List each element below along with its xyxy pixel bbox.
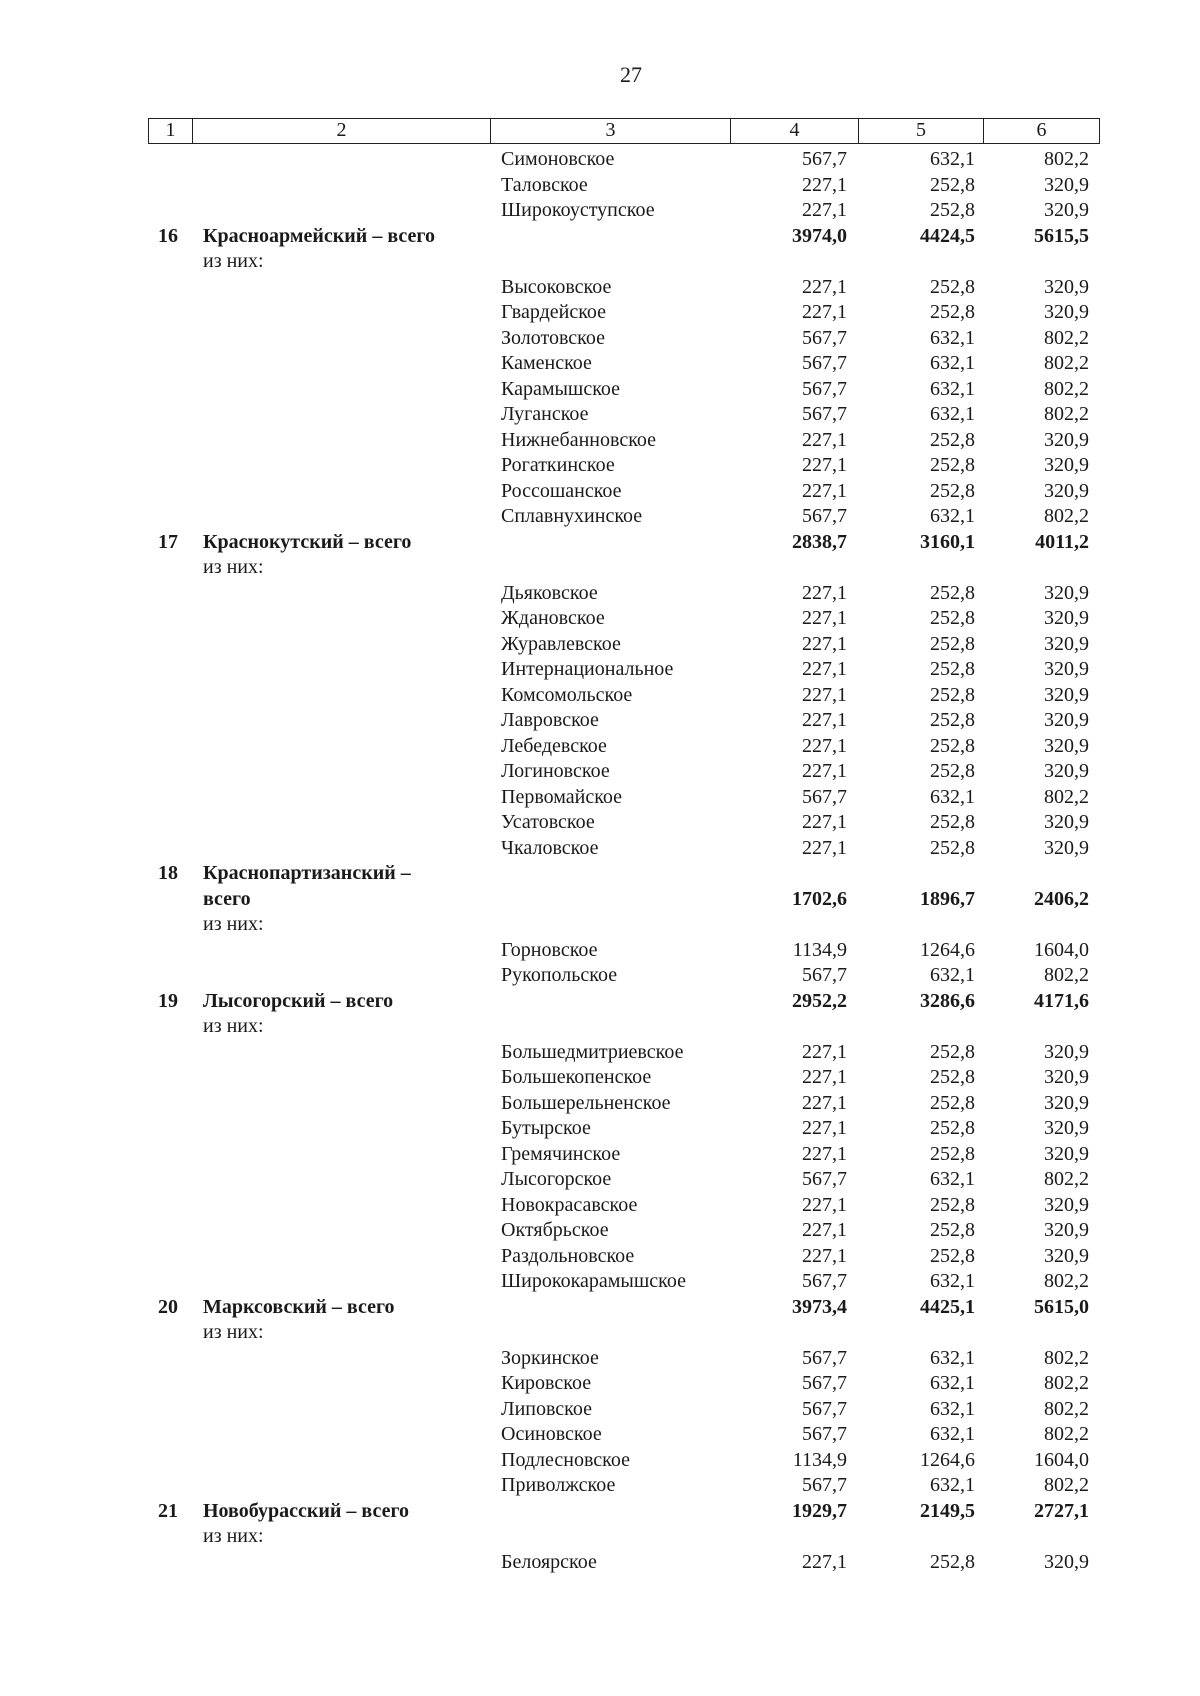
table-row-settlement	[0, 1142, 1200, 1168]
value-col-5: 2149,5	[920, 1499, 975, 1522]
value-col-4: 2952,2	[792, 989, 847, 1012]
table-row-settlement	[0, 708, 1200, 734]
table-row-settlement	[0, 198, 1200, 224]
table-header	[148, 118, 1100, 144]
value-col-5: 632,1	[930, 505, 975, 527]
district-name: Новобурасский – всего	[203, 1499, 410, 1522]
value-col-5: 252,8	[930, 836, 975, 859]
table-row-settlement	[0, 1091, 1200, 1117]
value-col-6: 320,9	[1044, 301, 1089, 323]
value-col-5: 632,1	[930, 1346, 975, 1369]
settlement-name: Логиновское	[501, 760, 610, 782]
value-col-5: 252,8	[930, 734, 975, 757]
table-row-settlement	[0, 1040, 1200, 1066]
value-col-4: 227,1	[802, 1550, 847, 1573]
settlement-name: Ширококарамышское	[501, 1270, 686, 1292]
settlement-name: Октябрьское	[501, 1219, 609, 1241]
district-name: Марксовский – всего	[203, 1295, 395, 1318]
value-col-6: 4171,6	[1034, 989, 1089, 1012]
value-col-4: 227,1	[802, 607, 847, 629]
settlement-name: Белоярское	[501, 1550, 597, 1573]
value-col-6: 5615,0	[1034, 1295, 1089, 1318]
settlement-name: Усатовское	[501, 811, 595, 833]
value-col-4: 567,7	[802, 403, 847, 425]
table-row-settlement	[0, 683, 1200, 709]
settlement-name: Симоновское	[501, 148, 615, 170]
value-col-5: 3160,1	[920, 530, 975, 553]
settlement-name: Дьяковское	[501, 581, 598, 604]
settlement-name: Бутырское	[501, 1117, 591, 1139]
value-col-4: 227,1	[802, 1142, 847, 1165]
subheading-label: из них:	[203, 1321, 264, 1343]
value-col-5: 252,8	[930, 1040, 975, 1063]
value-col-6: 320,9	[1044, 1091, 1089, 1114]
value-col-5: 1264,6	[920, 1448, 975, 1471]
value-col-6: 320,9	[1044, 1219, 1089, 1241]
settlement-name: Горновское	[501, 938, 598, 961]
value-col-6: 802,2	[1044, 326, 1089, 349]
table-row-settlement	[0, 632, 1200, 658]
settlement-name: Таловское	[501, 173, 588, 196]
value-col-4: 567,7	[802, 352, 847, 374]
value-col-6: 320,9	[1044, 632, 1089, 655]
value-col-4: 227,1	[802, 173, 847, 196]
table-row-settlement	[0, 785, 1200, 811]
value-col-6: 802,2	[1044, 1423, 1089, 1445]
table-row-subheading	[0, 1320, 1200, 1346]
value-col-4: 1702,6	[792, 887, 847, 910]
header-cell-4: 4	[731, 119, 859, 143]
value-col-4: 227,1	[802, 1244, 847, 1267]
settlement-name: Новокрасавское	[501, 1193, 638, 1216]
table-row-subheading	[0, 1014, 1200, 1040]
settlement-name: Россошанское	[501, 479, 622, 502]
table-row-district	[0, 887, 1200, 913]
value-col-5: 252,8	[930, 658, 975, 680]
district-name: Краснопартизанский –	[203, 862, 411, 884]
table-row-settlement	[0, 1193, 1200, 1219]
settlement-name: Большерельненское	[501, 1091, 671, 1114]
value-col-6: 2406,2	[1034, 887, 1089, 910]
value-col-5: 3286,6	[920, 989, 975, 1012]
value-col-4: 227,1	[802, 581, 847, 604]
value-col-6: 5615,5	[1034, 224, 1089, 247]
value-col-4: 567,7	[802, 1372, 847, 1394]
district-number: 19	[158, 989, 178, 1012]
value-col-6: 802,2	[1044, 352, 1089, 374]
value-col-5: 252,8	[930, 479, 975, 502]
district-name: всего	[203, 887, 251, 910]
value-col-6: 802,2	[1044, 964, 1089, 986]
value-col-4: 227,1	[802, 734, 847, 757]
table-row-settlement	[0, 1244, 1200, 1270]
value-col-6: 320,9	[1044, 1550, 1089, 1573]
value-col-5: 252,8	[930, 1193, 975, 1216]
value-col-6: 320,9	[1044, 1040, 1089, 1063]
table-row-settlement	[0, 836, 1200, 862]
value-col-6: 320,9	[1044, 811, 1089, 833]
table-row-settlement	[0, 147, 1200, 173]
value-col-4: 1134,9	[792, 1448, 847, 1471]
table-row-district	[0, 530, 1200, 556]
subheading-label: из них:	[203, 250, 264, 272]
page-number: 27	[620, 62, 642, 87]
value-col-5: 632,1	[930, 1397, 975, 1420]
subheading-label: из них:	[203, 1525, 264, 1547]
table-row-settlement	[0, 428, 1200, 454]
value-col-5: 252,8	[930, 709, 975, 731]
value-col-5: 252,8	[930, 811, 975, 833]
value-col-6: 320,9	[1044, 734, 1089, 757]
value-col-4: 567,7	[802, 326, 847, 349]
value-col-4: 227,1	[802, 811, 847, 833]
value-col-6: 1604,0	[1034, 938, 1089, 961]
value-col-6: 320,9	[1044, 1117, 1089, 1139]
value-col-5: 632,1	[930, 1270, 975, 1292]
value-col-4: 227,1	[802, 658, 847, 680]
settlement-name: Каменское	[501, 352, 592, 374]
value-col-5: 252,8	[930, 454, 975, 476]
value-col-6: 4011,2	[1035, 530, 1089, 553]
value-col-5: 632,1	[930, 352, 975, 374]
value-col-6: 320,9	[1044, 683, 1089, 706]
value-col-5: 632,1	[930, 1168, 975, 1190]
value-col-5: 632,1	[930, 1372, 975, 1394]
value-col-4: 227,1	[802, 683, 847, 706]
value-col-5: 252,8	[930, 607, 975, 629]
value-col-6: 802,2	[1044, 1372, 1089, 1394]
value-col-4: 3974,0	[792, 224, 847, 247]
table-row-settlement	[0, 326, 1200, 352]
value-col-6: 320,9	[1044, 1193, 1089, 1216]
value-col-6: 320,9	[1044, 173, 1089, 196]
value-col-5: 252,8	[930, 301, 975, 323]
table-row-subheading	[0, 249, 1200, 275]
value-col-6: 802,2	[1044, 1270, 1089, 1292]
value-col-4: 567,7	[802, 785, 847, 808]
settlement-name: Большекопенское	[501, 1066, 652, 1088]
table-row-settlement	[0, 606, 1200, 632]
settlement-name: Осиновское	[501, 1423, 602, 1445]
district-name: Краснокутский – всего	[203, 530, 412, 553]
value-col-4: 227,1	[802, 1066, 847, 1088]
table-row-settlement	[0, 581, 1200, 607]
value-col-5: 252,8	[930, 199, 975, 221]
settlement-name: Кировское	[501, 1372, 592, 1394]
value-col-5: 252,8	[930, 632, 975, 655]
value-col-5: 632,1	[930, 148, 975, 170]
settlement-name: Луганское	[501, 403, 589, 425]
value-col-5: 632,1	[930, 1474, 975, 1496]
value-col-4: 227,1	[802, 428, 847, 451]
table-row-settlement	[0, 1346, 1200, 1372]
settlement-name: Чкаловское	[501, 836, 599, 859]
value-col-6: 802,2	[1044, 403, 1089, 425]
district-number: 18	[158, 862, 178, 884]
value-col-5: 252,8	[930, 1142, 975, 1165]
value-col-4: 567,7	[802, 964, 847, 986]
value-col-4: 567,7	[802, 1423, 847, 1445]
table-row-settlement	[0, 1371, 1200, 1397]
value-col-6: 320,9	[1044, 428, 1089, 451]
value-col-4: 227,1	[802, 199, 847, 221]
value-col-4: 227,1	[802, 1117, 847, 1139]
settlement-name: Раздольновское	[501, 1244, 635, 1267]
table-row-settlement	[0, 963, 1200, 989]
district-number: 21	[158, 1499, 178, 1522]
value-col-4: 227,1	[802, 1040, 847, 1063]
value-col-4: 227,1	[802, 1091, 847, 1114]
table-row-settlement	[0, 1269, 1200, 1295]
value-col-6: 802,2	[1044, 377, 1089, 400]
value-col-5: 632,1	[930, 785, 975, 808]
value-col-4: 567,7	[802, 1168, 847, 1190]
value-col-4: 567,7	[802, 1397, 847, 1420]
value-col-5: 252,8	[930, 760, 975, 782]
value-col-6: 320,9	[1044, 275, 1089, 298]
value-col-6: 320,9	[1044, 479, 1089, 502]
table-row-settlement	[0, 1550, 1200, 1576]
settlement-name: Золотовское	[501, 326, 605, 349]
settlement-name: Комсомольское	[501, 683, 633, 706]
district-name: Лысогорский – всего	[203, 989, 394, 1012]
table-row-settlement	[0, 734, 1200, 760]
value-col-5: 252,8	[930, 173, 975, 196]
table-row-settlement	[0, 453, 1200, 479]
district-number: 17	[158, 530, 178, 553]
value-col-5: 252,8	[930, 1066, 975, 1088]
table-row-settlement	[0, 402, 1200, 428]
table-row-settlement	[0, 938, 1200, 964]
value-col-6: 320,9	[1044, 581, 1089, 604]
table-row-settlement	[0, 504, 1200, 530]
value-col-5: 632,1	[930, 377, 975, 400]
value-col-4: 567,7	[802, 377, 847, 400]
table-row-settlement	[0, 1116, 1200, 1142]
value-col-6: 320,9	[1044, 709, 1089, 731]
value-col-6: 320,9	[1044, 658, 1089, 680]
table-row-settlement	[0, 275, 1200, 301]
value-col-4: 3973,4	[792, 1295, 847, 1318]
value-col-5: 252,8	[930, 581, 975, 604]
value-col-5: 1896,7	[920, 887, 975, 910]
value-col-4: 227,1	[802, 709, 847, 731]
value-col-6: 320,9	[1044, 199, 1089, 221]
value-col-4: 227,1	[802, 275, 847, 298]
table-row-subheading	[0, 912, 1200, 938]
value-col-5: 252,8	[930, 1219, 975, 1241]
settlement-name: Подлесновское	[501, 1448, 631, 1471]
header-cell-5: 5	[859, 119, 984, 143]
value-col-5: 252,8	[930, 1244, 975, 1267]
settlement-name: Нижнебанновское	[501, 428, 657, 451]
district-number: 20	[158, 1295, 178, 1318]
value-col-6: 320,9	[1044, 836, 1089, 859]
table-row-district	[0, 861, 1200, 887]
value-col-5: 1264,6	[920, 938, 975, 961]
value-col-6: 320,9	[1044, 1142, 1089, 1165]
table-row-district	[0, 1499, 1200, 1525]
table-row-settlement	[0, 1218, 1200, 1244]
value-col-6: 320,9	[1044, 760, 1089, 782]
table-row-settlement	[0, 377, 1200, 403]
settlement-name: Гремячинское	[501, 1142, 621, 1165]
value-col-4: 567,7	[802, 505, 847, 527]
value-col-5: 632,1	[930, 403, 975, 425]
value-col-6: 320,9	[1044, 1066, 1089, 1088]
table-row-settlement	[0, 1422, 1200, 1448]
header-cell-6: 6	[1036, 119, 1047, 141]
value-col-4: 227,1	[802, 760, 847, 782]
settlement-name: Интернациональное	[501, 658, 674, 680]
value-col-6: 2727,1	[1034, 1499, 1089, 1522]
value-col-5: 252,8	[930, 1091, 975, 1114]
value-col-4: 227,1	[802, 1219, 847, 1241]
district-name: Красноармейский – всего	[203, 224, 435, 247]
value-col-4: 567,7	[802, 1474, 847, 1496]
table-row-settlement	[0, 759, 1200, 785]
value-col-4: 227,1	[802, 632, 847, 655]
value-col-6: 802,2	[1044, 505, 1089, 527]
header-cell-2: 2	[193, 119, 491, 143]
value-col-6: 802,2	[1044, 1474, 1089, 1496]
value-col-6: 802,2	[1044, 785, 1089, 808]
value-col-5: 632,1	[930, 1423, 975, 1445]
value-col-4: 1134,9	[792, 938, 847, 961]
subheading-label: из них:	[203, 913, 264, 935]
value-col-4: 2838,7	[792, 530, 847, 553]
settlement-name: Липовское	[501, 1397, 592, 1420]
value-col-5: 252,8	[930, 1117, 975, 1139]
value-col-5: 252,8	[930, 1550, 975, 1573]
header-cell-3: 3	[491, 119, 731, 143]
table-row-settlement	[0, 300, 1200, 326]
value-col-5: 252,8	[930, 275, 975, 298]
value-col-5: 4425,1	[920, 1295, 975, 1318]
value-col-4: 227,1	[802, 1193, 847, 1216]
value-col-5: 252,8	[930, 683, 975, 706]
settlement-name: Первомайское	[501, 785, 623, 808]
table-row-district	[0, 989, 1200, 1015]
value-col-6: 802,2	[1044, 1168, 1089, 1190]
district-number: 16	[158, 224, 178, 247]
header-cell-1: 1	[149, 119, 193, 143]
settlement-name: Высоковское	[501, 275, 612, 298]
settlement-name: Зоркинское	[501, 1346, 599, 1369]
table-row-subheading	[0, 1524, 1200, 1550]
value-col-4: 567,7	[802, 148, 847, 170]
subheading-label: из них:	[203, 1015, 264, 1037]
settlement-name: Широкоуступское	[501, 199, 655, 221]
table-row-settlement	[0, 1397, 1200, 1423]
settlement-name: Карамышское	[501, 377, 621, 400]
table-row-settlement	[0, 173, 1200, 199]
value-col-4: 227,1	[802, 836, 847, 859]
value-col-4: 567,7	[802, 1346, 847, 1369]
value-col-6: 1604,0	[1034, 1448, 1089, 1471]
value-col-6: 802,2	[1044, 1397, 1089, 1420]
settlement-name: Лебедевское	[501, 734, 607, 757]
value-col-6: 320,9	[1044, 454, 1089, 476]
settlement-name: Лысогорское	[501, 1168, 612, 1190]
settlement-name: Рукопольское	[501, 964, 618, 986]
value-col-4: 1929,7	[792, 1499, 847, 1522]
settlement-name: Рогаткинское	[501, 454, 615, 476]
value-col-6: 320,9	[1044, 607, 1089, 629]
table-row-settlement	[0, 1167, 1200, 1193]
table-row-subheading	[0, 555, 1200, 581]
value-col-4: 227,1	[802, 301, 847, 323]
settlement-name: Сплавнухинское	[501, 505, 643, 527]
settlement-name: Большедмитриевское	[501, 1040, 684, 1063]
settlement-name: Гвардейское	[501, 301, 607, 323]
value-col-6: 802,2	[1044, 148, 1089, 170]
value-col-4: 567,7	[802, 1270, 847, 1292]
table-row-settlement	[0, 1065, 1200, 1091]
value-col-4: 227,1	[802, 479, 847, 502]
table-row-settlement	[0, 657, 1200, 683]
table-row-district	[0, 1295, 1200, 1321]
value-col-6: 320,9	[1044, 1244, 1089, 1267]
table-row-settlement	[0, 1473, 1200, 1499]
value-col-6: 802,2	[1044, 1346, 1089, 1369]
table-row-settlement	[0, 479, 1200, 505]
value-col-5: 252,8	[930, 428, 975, 451]
table-row-district	[0, 224, 1200, 250]
settlement-name: Приволжское	[501, 1474, 616, 1496]
table-row-settlement	[0, 351, 1200, 377]
table-row-settlement	[0, 810, 1200, 836]
table-body	[0, 147, 1200, 1575]
settlement-name: Лавровское	[501, 709, 599, 731]
settlement-name: Журавлевское	[501, 632, 621, 655]
table-row-settlement	[0, 1448, 1200, 1474]
subheading-label: из них:	[203, 556, 264, 578]
value-col-5: 632,1	[930, 964, 975, 986]
value-col-5: 4424,5	[920, 224, 975, 247]
value-col-4: 227,1	[802, 454, 847, 476]
value-col-5: 632,1	[930, 326, 975, 349]
settlement-name: Ждановское	[501, 607, 605, 629]
